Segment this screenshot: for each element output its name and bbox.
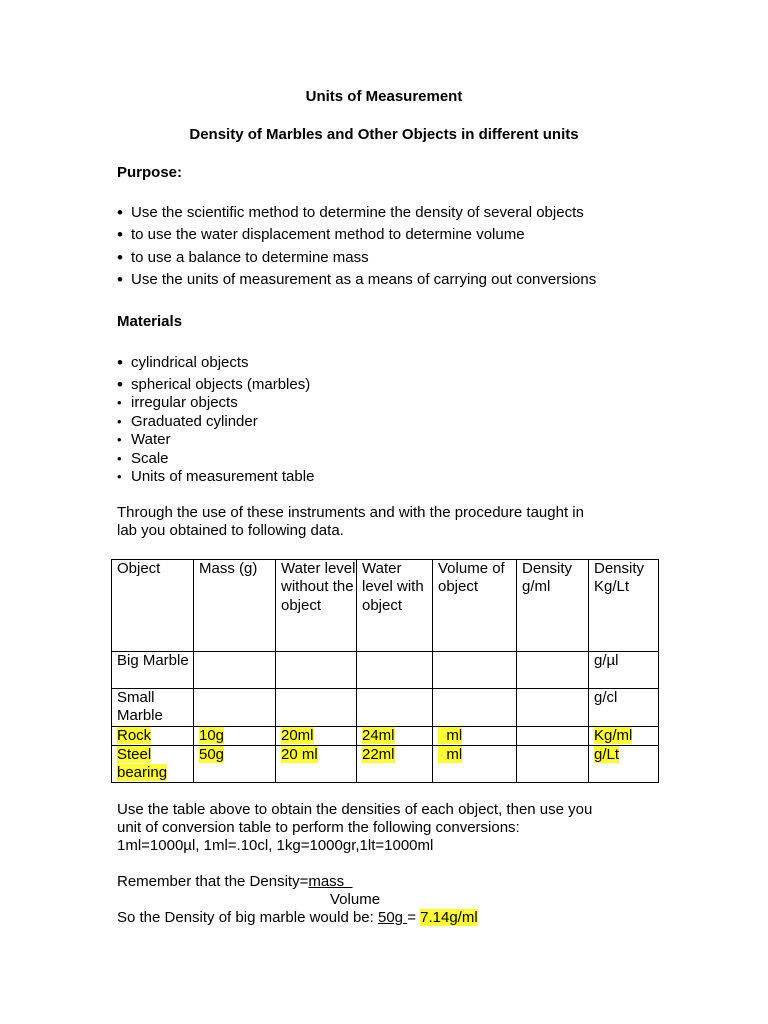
purpose-list (117, 202, 596, 292)
table-row (112, 652, 659, 689)
formula-numerator: mass (308, 873, 353, 890)
table-row (112, 726, 659, 745)
highlighted-value: 20ml (281, 726, 314, 744)
table-cell (517, 652, 589, 689)
table-cell (589, 745, 659, 783)
table-header-row (112, 560, 659, 652)
table-cell (517, 726, 589, 745)
instructions-line-1: Use the table above to obtain the densities of each object, then use you (117, 801, 593, 818)
example-numerator: 50g (377, 909, 408, 926)
table-cell (589, 726, 659, 745)
highlighted-value: 10g (199, 726, 225, 744)
table-cell (276, 689, 357, 727)
data-table (111, 559, 659, 783)
table-cell (433, 652, 517, 689)
highlighted-value: Kg/ml (594, 726, 633, 744)
materials-item: • spherical objects (marbles) (117, 374, 310, 396)
highlighted-value: ml (438, 745, 463, 763)
materials-item: • Graduated cylinder (117, 413, 314, 432)
table-cell (517, 689, 589, 727)
density-example (117, 909, 478, 927)
purpose-item: • to use the water displacement method to determine volume (117, 224, 596, 246)
document-title: Units of Measurement (305, 88, 463, 105)
highlighted-value: 20 ml (281, 745, 318, 763)
table-row (112, 745, 659, 783)
purpose-item: • Use the scientific method to determine the density of several objects (117, 202, 596, 224)
table-cell (194, 726, 276, 745)
materials-item: • Water (117, 431, 314, 450)
table-cell (357, 726, 433, 745)
example-prefix: So the Density of big marble would be: (117, 909, 378, 926)
table-cell (433, 689, 517, 727)
table-cell (433, 726, 517, 745)
table-cell (276, 745, 357, 783)
table-header-cell: Volume of object (433, 560, 517, 652)
table-cell (517, 745, 589, 783)
table-cell (194, 652, 276, 689)
document-subtitle: Density of Marbles and Other Objects in different units (189, 126, 579, 143)
formula-denominator: Volume (330, 891, 381, 908)
table-cell (433, 745, 517, 783)
highlighted-value: ml (438, 726, 463, 744)
table-cell (357, 652, 433, 689)
table-cell (194, 745, 276, 783)
table-cell (112, 745, 194, 783)
purpose-heading: Purpose: (117, 164, 183, 181)
formula-prefix: Remember that the Density= (117, 873, 309, 890)
table-cell: Small Marble (112, 689, 194, 727)
table-row (112, 689, 659, 727)
table-cell (276, 652, 357, 689)
table-header-cell: Mass (g) (194, 560, 276, 652)
materials-item: • Scale (117, 450, 314, 469)
table-cell (112, 726, 194, 745)
materials-item: • irregular objects (117, 394, 314, 413)
highlighted-value: Steel bearing (117, 745, 168, 782)
table-header-cell: Density Kg/Lt (589, 560, 659, 652)
example-result: 7.14g/ml (420, 909, 478, 926)
instructions-line-2: unit of conversion table to perform the following conversions: (117, 819, 520, 836)
table-header-cell: Object (112, 560, 194, 652)
highlighted-value: 50g (199, 745, 225, 763)
materials-list-b (117, 394, 314, 487)
table-header-cell: Water level with object (357, 560, 433, 652)
table-cell (357, 745, 433, 783)
table-cell: Big Marble (112, 652, 194, 689)
purpose-item: • Use the units of measurement as a means of carrying out conversions (117, 269, 596, 291)
highlighted-value: 24ml (362, 726, 395, 744)
materials-list-a (117, 352, 310, 397)
table-cell (194, 689, 276, 727)
table-header-cell: Water level without the object (276, 560, 357, 652)
example-equals: = (407, 909, 421, 926)
density-formula (117, 873, 353, 891)
purpose-item: • to use a balance to determine mass (117, 247, 596, 269)
table-cell (276, 726, 357, 745)
highlighted-value: 22ml (362, 745, 395, 763)
intro-line-2: lab you obtained to following data. (117, 522, 344, 539)
highlighted-value: g/Lt (594, 745, 620, 763)
table-cell (357, 689, 433, 727)
table-cell: g/µl (589, 652, 659, 689)
table-cell: g/cl (589, 689, 659, 727)
materials-item: • Units of measurement table (117, 468, 314, 487)
intro-line-1: Through the use of these instruments and with the procedure taught in (117, 504, 584, 521)
materials-item: • cylindrical objects (117, 352, 310, 374)
materials-heading: Materials (117, 313, 183, 330)
table-header-cell: Density g/ml (517, 560, 589, 652)
conversions-line: 1ml=1000µl, 1ml=.10cl, 1kg=1000gr,1lt=1000ml (117, 837, 434, 854)
highlighted-value: Rock (117, 726, 152, 744)
